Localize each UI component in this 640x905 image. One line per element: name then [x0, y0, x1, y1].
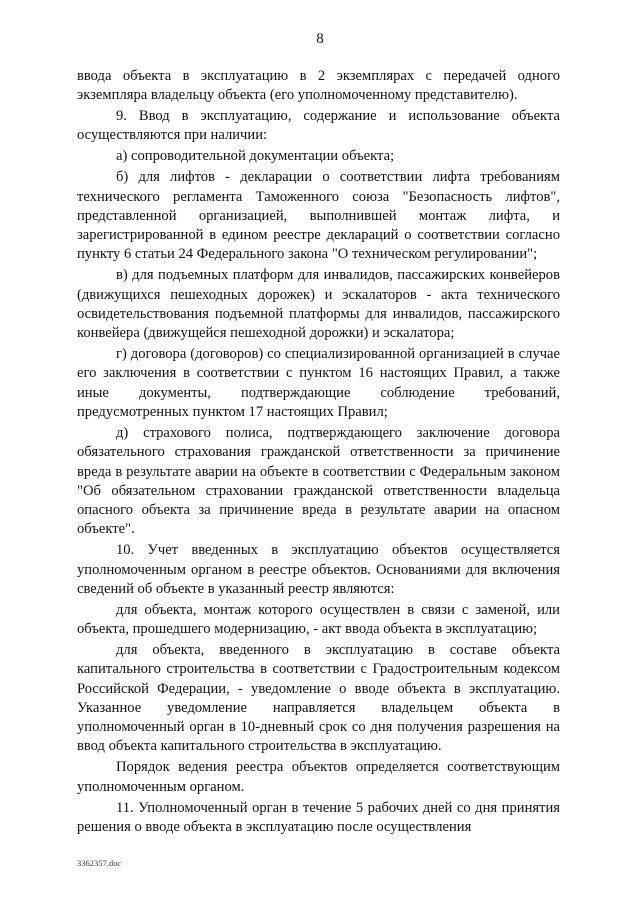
paragraph-item-a: а) сопроводительной документации объекта;: [116, 148, 395, 165]
document-body: [77, 67, 560, 837]
page-number: 8: [316, 31, 324, 47]
paragraph-item-b: б) для лифтов - декларации о соответствии лифта требованиям технического регламента Таможенного союза "Безопасность лифтов", представленной организацией, выполнившей монтаж лифта, и зарегистрированной в едином реестре деклараций о соответствии согласно пункту 6 статьи 24 Федерального закона "О техническом регулировании";: [77, 169, 560, 263]
footer-file-name: 3362357.doc: [77, 858, 122, 868]
paragraph-clause-11: 11. Уполномоченный орган в течение 5 рабочих дней со дня принятия решения о вводе объекта в эксплуатацию после осуществления: [77, 799, 560, 835]
paragraph-clause-9: 9. Ввод в эксплуатацию, содержание и использование объекта осуществляются при наличии:: [77, 108, 560, 144]
paragraph-capital-construction: для объекта, введенного в эксплуатацию в составе объекта капитального строительства в соответствии с Градостроительным кодексом Российской Федерации, - уведомление о вводе объекта в эксплуатацию. Указанное уведомление направляется владельцем объекта в уполномоченный орган в 10-дневный срок со дня получения разрешения на ввод объекта капитального строительства в эксплуатацию.: [77, 641, 560, 755]
paragraph-item-g: г) договора (договоров) со специализированной организацией в случае его заключения в соответствии с пунктом 16 настоящих Правил, а также иные документы, подтверждающие соблюдение требований, предусмотренных пунктом 17 настоящих Правил;: [77, 346, 560, 421]
paragraph-item-d: д) страхового полиса, подтверждающего заключение договора обязательного страхования гражданской ответственности за причинение вреда в результате аварии на объекте в соответствии с Федеральным законом "Об обязательном страховании гражданской ответственности владельца опасного объекта за причинение вреда в результате аварии на опасном объекте".: [77, 424, 560, 538]
paragraph-item-v: в) для подъемных платформ для инвалидов, пассажирских конвейеров (движущихся пешеходных дорожек) и эскалаторов - акта технического освидетельствования подъемной платформы для инвалидов, пассажирского конвейера (движущейся пешеходной дорожки) и эскалатора;: [77, 267, 560, 342]
paragraph-replacement-objects: для объекта, монтаж которого осуществлен в связи с заменой, или объекта, прошедшего модернизацию, - акт ввода объекта в эксплуатацию;: [77, 601, 560, 638]
paragraph-registry-procedure: Порядок ведения реестра объектов определяется соответствующим уполномоченным органом.: [77, 759, 560, 795]
paragraph-continuation: ввода объекта в эксплуатацию в 2 экземплярах с передачей одного экземпляра владельцу объекта (его уполномоченному представителю).: [77, 68, 560, 104]
paragraph-clause-10: 10. Учет введенных в эксплуатацию объектов осуществляется уполномоченным органом в реестре объектов. Основаниями для включения сведений об объекте в указанный реестр являются:: [77, 542, 560, 597]
